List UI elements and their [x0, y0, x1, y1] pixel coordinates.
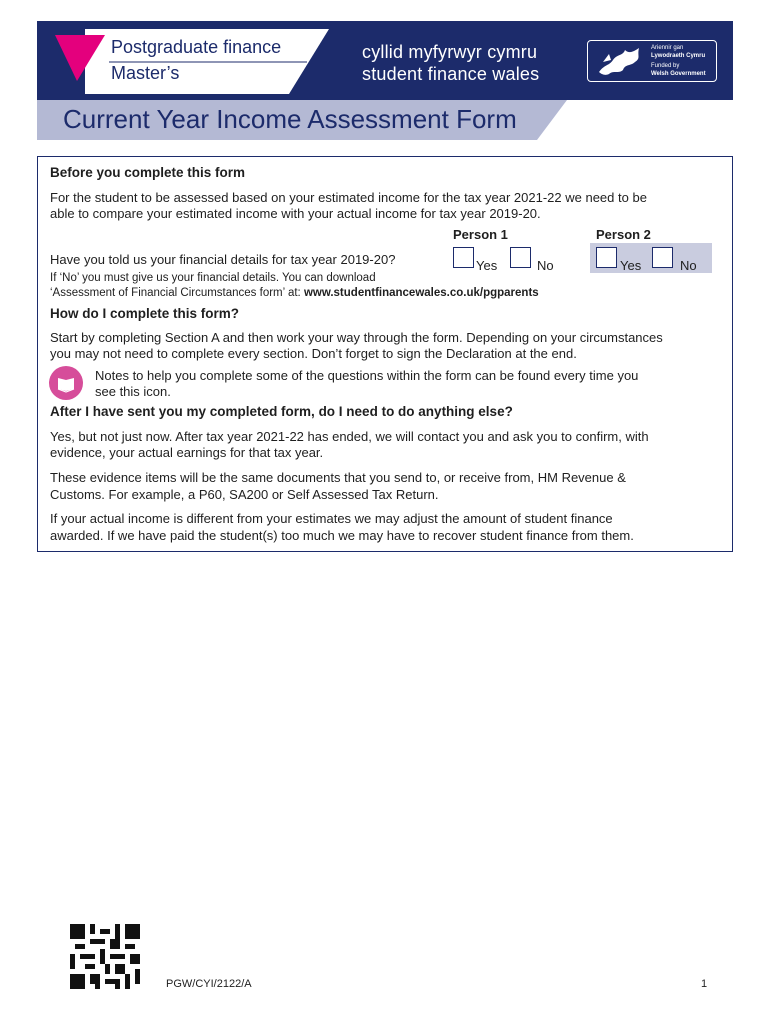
programme-subtitle: Master’s	[111, 63, 180, 83]
person-1-label: Person 1	[453, 227, 508, 242]
person-1-no-checkbox[interactable]	[510, 247, 531, 268]
page-number: 1	[701, 978, 708, 990]
person-2-yes-label: Yes	[620, 258, 642, 273]
person-1-yes-checkbox[interactable]	[453, 247, 474, 268]
financial-details-note-2: ‘Assessment of Financial Circumstances form’ at: www.studentfinancewales.co.uk/pgparents	[50, 287, 539, 299]
notes-icon-line-2: see this icon.	[95, 384, 171, 399]
person-1-yes-label: Yes	[476, 258, 498, 273]
how-line-1: Start by completing Section A and then work your way through the form. Depending on your circumstances	[50, 330, 663, 345]
before-heading: Before you complete this form	[50, 165, 246, 180]
notes-icon-line-1: Notes to help you complete some of the questions within the form can be found every time you	[95, 368, 639, 383]
how-line-2: you may not need to complete every section. Don’t forget to sign the Declaration at the end.	[50, 346, 577, 361]
after-p3-line-1: If your actual income is different from your estimates we may adjust the amount of student finance	[50, 511, 613, 526]
after-p1-line-2: evidence, your actual earnings for that tax year.	[50, 445, 324, 460]
after-p3-line-2: awarded. If we have paid the student(s) too much we may have to recover student finance from them.	[50, 528, 634, 543]
person-2-no-checkbox[interactable]	[652, 247, 673, 268]
person-2-yes-checkbox[interactable]	[596, 247, 617, 268]
financial-details-note-1: If ‘No’ you must give us your financial details. You can download	[50, 272, 376, 284]
after-p1-line-1: Yes, but not just now. After tax year 2021-22 has ended, we will contact you and ask you to confirm, with	[50, 429, 649, 444]
brand-welsh: cyllid myfyrwyr cymru	[362, 42, 538, 62]
financial-details-question: Have you told us your financial details for tax year 2019-20?	[50, 252, 396, 267]
qr-code-icon	[70, 924, 140, 989]
form-title: Current Year Income Assessment Form	[63, 104, 517, 134]
form-code: PGW/CYI/2122/A	[166, 978, 252, 990]
after-heading: After I have sent you my completed form, do I need to do anything else?	[50, 404, 513, 419]
before-line-1: For the student to be assessed based on your estimated income for the tax year 2021-22 we need to be	[50, 190, 647, 205]
person-2-no-label: No	[680, 258, 697, 273]
person-1-no-label: No	[537, 258, 554, 273]
welsh-dragon-icon	[595, 44, 645, 78]
after-p2-line-2: Customs. For example, a P60, SA200 or Self Assessed Tax Return.	[50, 487, 439, 502]
brand-english: student finance wales	[362, 64, 540, 84]
gov-line-2: Lywodraeth Cymru	[651, 53, 706, 59]
how-heading: How do I complete this form?	[50, 306, 240, 321]
before-line-2: able to compare your estimated income with your actual income for tax year 2019-20.	[50, 206, 541, 221]
gov-line-1: Ariennir gan	[651, 45, 684, 51]
after-p2-line-1: These evidence items will be the same documents that you send to, or receive from, HM Revenue &	[50, 470, 626, 485]
person-2-label: Person 2	[596, 227, 651, 242]
gov-line-3: Funded by	[651, 63, 680, 69]
gov-line-4: Welsh Government	[651, 71, 706, 77]
programme-title: Postgraduate finance	[111, 37, 282, 57]
parents-link[interactable]: www.studentfinancewales.co.uk/pgparents	[303, 287, 539, 299]
book-notes-icon	[49, 366, 83, 400]
